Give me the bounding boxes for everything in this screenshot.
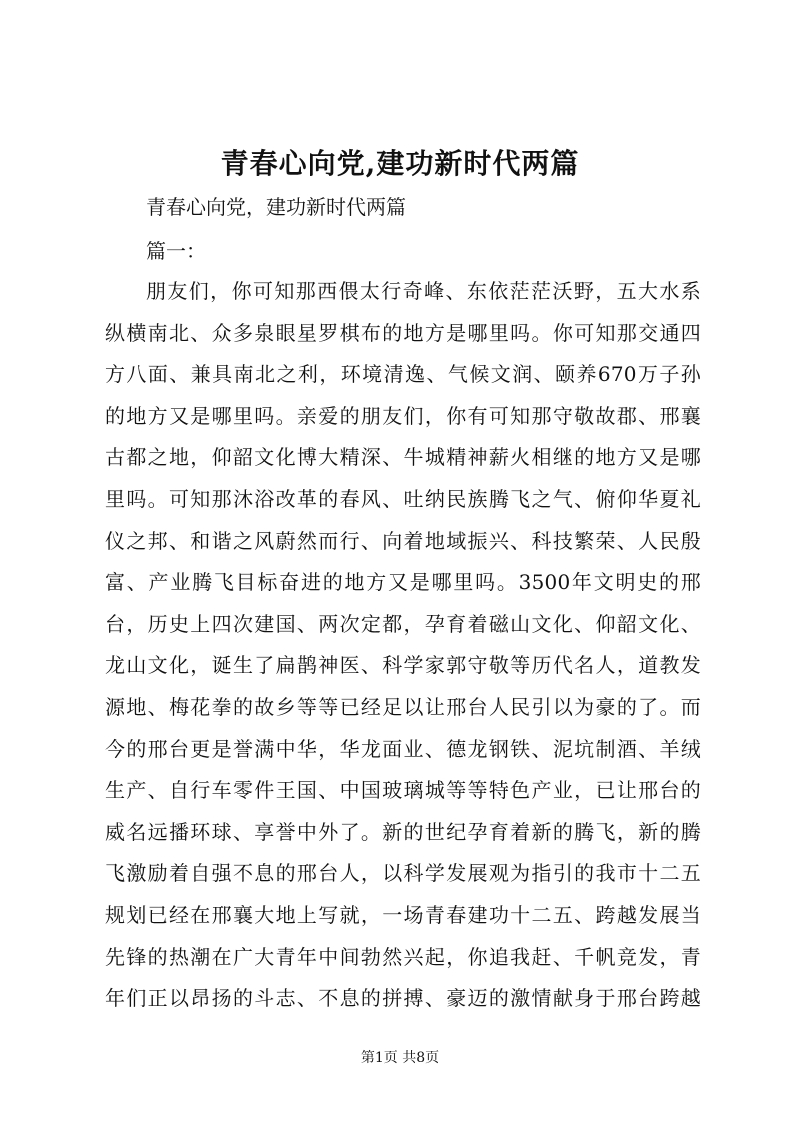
body-line: 里吗。可知那沐浴改革的春风、吐纳民族腾飞之气、俯仰华夏礼 bbox=[105, 486, 701, 511]
body-line: 方八面、兼具南北之利，环境清逸、气候文润、颐养670万子孙 bbox=[105, 362, 701, 387]
body-line: 今的邢台更是誉满中华，华龙面业、德龙钢铁、泥坑制酒、羊绒 bbox=[105, 736, 701, 761]
body-line: 龙山文化，诞生了扁鹊神医、科学家郭守敬等历代名人，道教发 bbox=[105, 653, 701, 678]
document-title: 青春心向党,建功新时代两篇 bbox=[220, 147, 580, 180]
body-line: 飞激励着自强不息的邢台人，以科学发展观为指引的我市十二五 bbox=[105, 861, 701, 886]
body-line: 的地方又是哪里吗。亲爱的朋友们，你有可知那守敬故郡、邢襄 bbox=[105, 403, 701, 428]
body-line: 先锋的热潮在广大青年中间勃然兴起，你追我赶、千帆竞发，青 bbox=[105, 944, 701, 969]
body-line: 古都之地，仰韶文化博大精深、牛城精神薪火相继的地方又是哪 bbox=[105, 445, 701, 470]
body-line: 年们正以昂扬的斗志、不息的拼搏、豪迈的激情献身于邢台跨越 bbox=[105, 986, 701, 1011]
body-line: 富、产业腾飞目标奋进的地方又是哪里吗。3500年文明史的邢 bbox=[105, 570, 701, 595]
body-line: 台，历史上四次建国、两次定都，孕育着磁山文化、仰韶文化、 bbox=[105, 611, 701, 636]
body-line: 威名远播环球、享誉中外了。新的世纪孕育着新的腾飞，新的腾 bbox=[105, 819, 701, 844]
body-line: 朋友们，你可知那西偎太行奇峰、东依茫茫沃野，五大水系 bbox=[146, 279, 701, 303]
body-line: 源地、梅花拳的故乡等等已经足以让邢台人民引以为豪的了。而 bbox=[105, 694, 701, 719]
body-line: 仪之邦、和谐之风蔚然而行、向着地域振兴、科技繁荣、人民殷 bbox=[105, 528, 701, 553]
document-subtitle: 青春心向党，建功新时代两篇 bbox=[146, 195, 406, 219]
body-line: 生产、自行车零件王国、中国玻璃城等等特色产业，已让邢台的 bbox=[105, 778, 701, 803]
body-line: 规划已经在邢襄大地上写就，一场青春建功十二五、跨越发展当 bbox=[105, 902, 701, 927]
body-line: 纵横南北、众多泉眼星罗棋布的地方是哪里吗。你可知那交通四 bbox=[105, 320, 701, 345]
page-number-footer: 第1页 共8页 bbox=[360, 1050, 440, 1066]
body-paragraph bbox=[105, 274, 701, 1023]
section-label: 篇一： bbox=[146, 239, 206, 263]
